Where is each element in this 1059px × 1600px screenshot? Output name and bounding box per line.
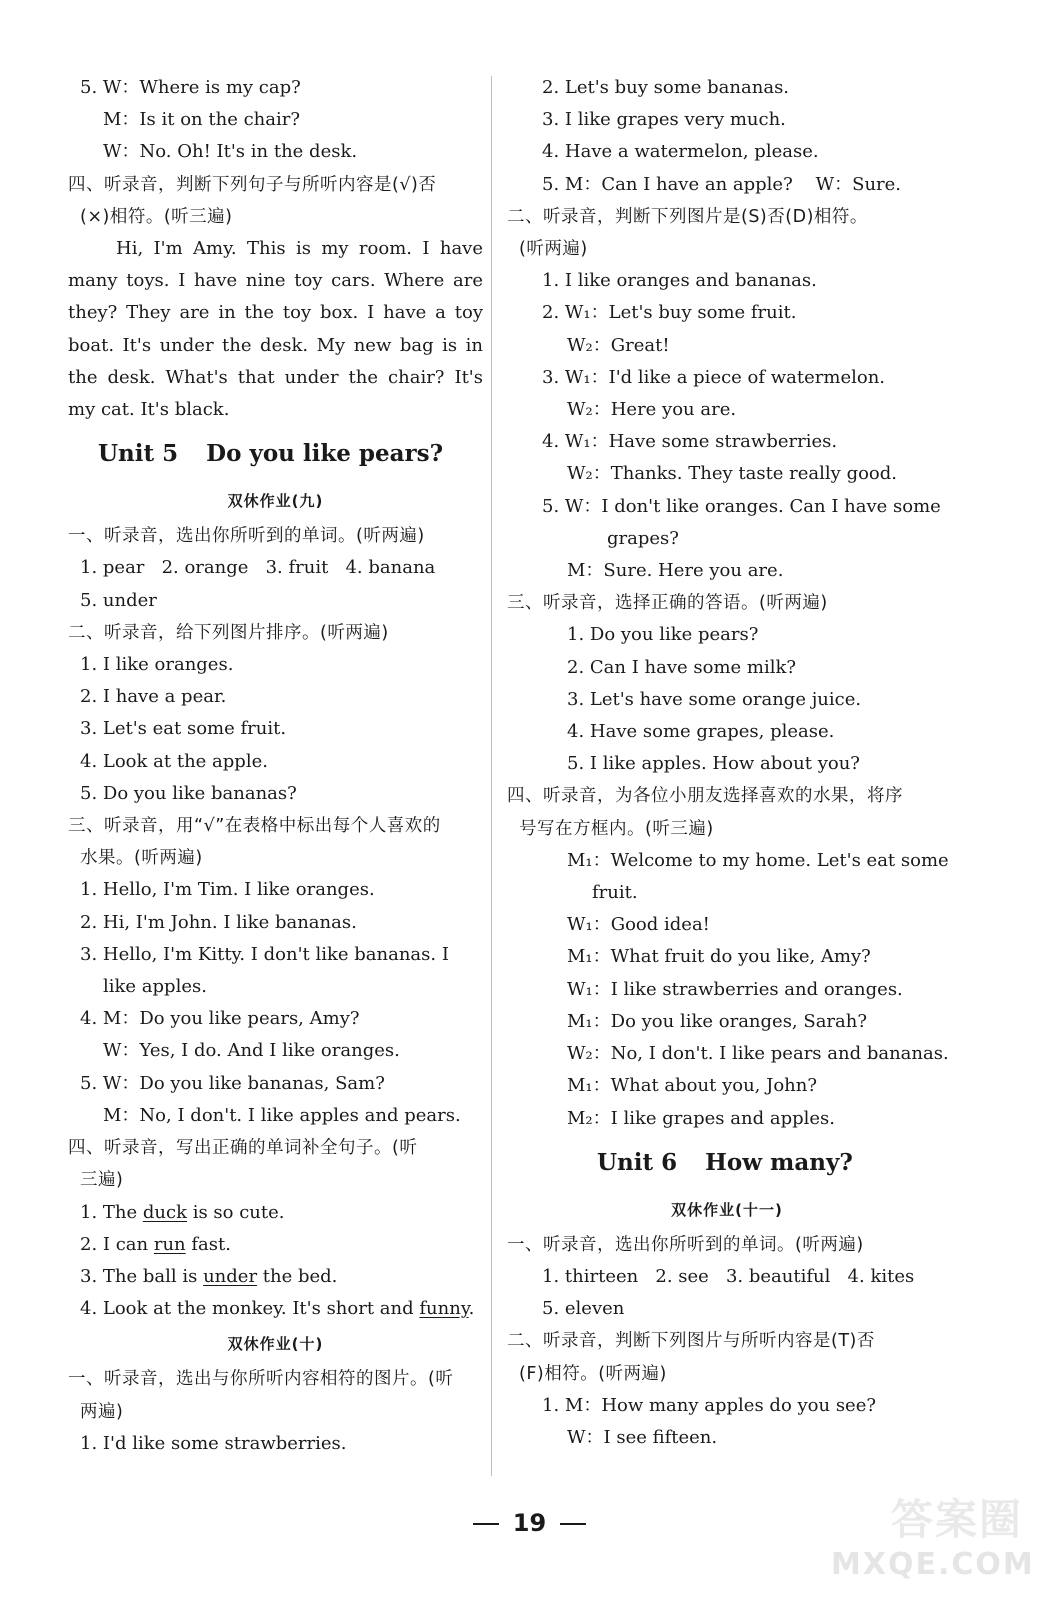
homework-title: 双休作业(十一) (671, 1200, 783, 1219)
right-column (507, 72, 947, 1454)
answer-word: duck (142, 1201, 187, 1223)
text-line: W：Yes, I do. And I like oranges. (103, 1040, 400, 1062)
section-heading: 二、听录音，判断下列图片是(S)否(D)相符。 (507, 206, 868, 227)
text-line: W：I see fifteen. (567, 1426, 718, 1448)
section-heading: 三、听录音，选择正确的答语。(听两遍) (507, 593, 828, 614)
text-line: 3. Let's have some orange juice. (567, 688, 862, 710)
text-line: W₂：No, I don't. I like pears and bananas. (567, 1043, 949, 1065)
text-line: M：No, I don't. I like apples and pears. (103, 1104, 461, 1126)
text-line: W₁：I like strawberries and oranges. (567, 978, 903, 1000)
text-line: 5. W：I don't like oranges. Can I have some (542, 495, 941, 517)
text-line: 3. I like grapes very much. (542, 109, 786, 131)
unit-name: Do you like pears? (206, 440, 444, 468)
text-line: 2. I have a pear. (80, 686, 227, 708)
text-part: 3. The ball is (80, 1265, 204, 1287)
text-line: 1. I like oranges. (80, 654, 234, 676)
unit-title (68, 426, 483, 482)
text-part: 4. Look at the monkey. It's short and (80, 1298, 420, 1320)
text-line: M₁：Welcome to my home. Let's eat some (567, 849, 949, 871)
text-line: M₁：Do you like oranges, Sarah? (567, 1010, 868, 1032)
text-line: 1. I like oranges and bananas. (542, 270, 817, 292)
section-heading: 四、听录音，为各位小朋友选择喜欢的水果，将序 (507, 786, 903, 807)
text-line: W₂：Thanks. They taste really good. (567, 463, 898, 485)
text-line: M₁：What fruit do you like, Amy? (567, 946, 871, 968)
section-heading-cont: 水果。(听两遍) (80, 848, 203, 869)
section-heading-cont: (×)相符。(听三遍) (80, 206, 233, 227)
text-line: 1. I'd like some strawberries. (80, 1432, 347, 1454)
section-heading-cont: 号写在方框内。(听三遍) (519, 818, 714, 839)
section-heading-cont: (听两遍) (519, 239, 588, 260)
text-line: 4. Have a watermelon, please. (542, 141, 819, 163)
watermark-cn: 答案圈 (891, 1495, 1024, 1544)
text-line: 5. I like apples. How about you? (567, 753, 860, 775)
watermark-en: MXQE.COM (831, 1547, 1035, 1582)
text-line: 2. W₁：Let's buy some fruit. (542, 302, 797, 324)
section-heading: 二、听录音，给下列图片排序。(听两遍) (68, 622, 389, 643)
homework-title: 双休作业(十) (227, 1335, 324, 1354)
dash-left (473, 1523, 499, 1525)
text-line: W₁：Good idea! (567, 914, 710, 936)
unit-name: How many? (705, 1148, 853, 1176)
text-line: 1. Do you like pears? (567, 624, 759, 646)
answer-word: under (203, 1265, 258, 1287)
section-heading: 四、听录音，写出正确的单词补全句子。(听 (68, 1138, 418, 1159)
section-heading: 四、听录音，判断下列句子与所听内容是(√)否 (68, 174, 437, 195)
text-line: 4. Have some grapes, please. (567, 721, 835, 743)
unit-title (507, 1135, 947, 1191)
homework-title: 双休作业(九) (227, 492, 324, 511)
answer-word: run (153, 1233, 186, 1255)
section-heading: 三、听录音，用“√”在表格中标出每个人喜欢的 (68, 816, 441, 837)
text-line: 5. eleven (542, 1298, 625, 1320)
fill-in-line (68, 1293, 483, 1325)
unit-number: Unit 5 (98, 440, 179, 468)
text-line: 1. M：How many apples do you see? (542, 1394, 877, 1416)
section-heading: 二、听录音，判断下列图片与所听内容是(T)否 (507, 1331, 875, 1352)
text-line: like apples. (103, 976, 207, 998)
section-heading: 一、听录音，选出你所听到的单词。(听两遍) (68, 526, 425, 547)
section-heading-cont: (F)相符。(听两遍) (519, 1363, 667, 1384)
page-number-text: 19 (512, 1509, 547, 1537)
text-part: fast. (185, 1233, 231, 1255)
text-line: 2. Let's buy some bananas. (542, 77, 790, 98)
fill-in-line (68, 1197, 483, 1229)
section-heading-cont: 两遍) (80, 1401, 124, 1422)
text-part: 1. The (80, 1201, 143, 1223)
column-divider (491, 76, 492, 1476)
text-line: 1. Hello, I'm Tim. I like oranges. (80, 879, 375, 901)
text-line: 4. W₁：Have some strawberries. (542, 431, 838, 453)
text-line: 2. Hi, I'm John. I like bananas. (80, 911, 357, 933)
text-line: grapes? (607, 527, 679, 549)
left-column (68, 72, 483, 1460)
text-line: 3. Hello, I'm Kitty. I don't like bananas. I (80, 943, 449, 965)
text-part: 2. I can (80, 1233, 154, 1255)
text-part: the bed. (257, 1265, 338, 1287)
text-part: . (468, 1298, 475, 1320)
unit-number: Unit 6 (597, 1148, 678, 1176)
text-line: 2. Can I have some milk? (567, 656, 797, 678)
text-line: W：No. Oh! It's in the desk. (103, 141, 358, 163)
text-line: fruit. (592, 882, 638, 904)
text-line: M：Is it on the chair? (103, 109, 300, 131)
text-line: 5. M：Can I have an apple? W：Sure. (542, 173, 902, 195)
text-line: 4. M：Do you like pears, Amy? (80, 1008, 360, 1030)
answer-word: funny (419, 1298, 469, 1320)
text-part: is so cute. (186, 1201, 285, 1223)
section-heading: 一、听录音，选出与你所听内容相符的图片。(听 (68, 1369, 454, 1390)
text-line: 5. under (80, 589, 157, 611)
text-line: 3. Let's eat some fruit. (80, 718, 287, 740)
fill-in-line (68, 1261, 483, 1293)
text-line: 1. pear 2. orange 3. fruit 4. banana (80, 557, 436, 579)
text-line: M₂：I like grapes and apples. (567, 1107, 835, 1129)
text-line: 5. W：Do you like bananas, Sam? (80, 1072, 385, 1094)
text-line: W₂：Great! (567, 334, 670, 356)
dash-right (560, 1523, 586, 1525)
fill-in-line (68, 1229, 483, 1261)
text-line: 1. thirteen 2. see 3. beautiful 4. kites (542, 1265, 915, 1287)
text-line: M：Sure. Here you are. (567, 560, 784, 582)
text-line: 4. Look at the apple. (80, 750, 268, 772)
watermark-logo (831, 1487, 1035, 1582)
text-line: 5. W：Where is my cap? (80, 77, 301, 98)
text-line: 5. Do you like bananas? (80, 782, 297, 804)
section-heading: 一、听录音，选出你所听到的单词。(听两遍) (507, 1234, 864, 1255)
text-line: 3. W₁：I'd like a piece of watermelon. (542, 366, 886, 388)
passage: Hi, I'm Amy. This is my room. I have many toys. I have nine toy cars. Where are they? They are in the toy box. I have a toy boat. It's under the desk. My new bag is in the desk. What's that under the chair? It's my cat. It's black. (68, 238, 483, 421)
section-heading-cont: 三遍) (80, 1170, 124, 1191)
text-line: M₁：What about you, John? (567, 1075, 817, 1097)
text-line: W₂：Here you are. (567, 399, 737, 421)
